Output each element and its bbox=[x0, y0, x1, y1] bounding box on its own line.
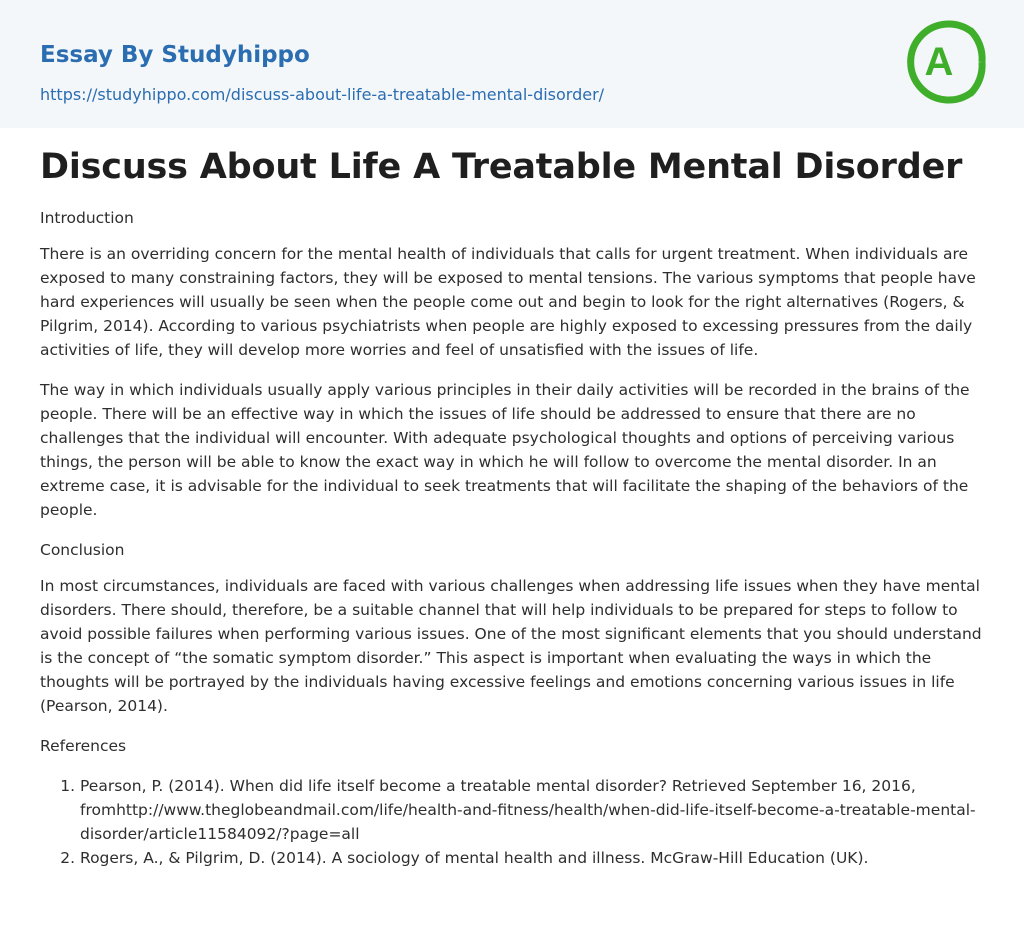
article-body bbox=[40, 142, 984, 870]
paragraph-3: In most circumstances, individuals are faced with various challenges when addressing life issues when they have mental disorders. There should, therefore, be a suitable channel that will help individuals to be prepared for steps to follow to avoid possible failures when performing various issues. One of the most significant elements that you should understand is the concept of “the somatic symptom disorder.” This aspect is important when evaluating the ways in which the thoughts will be portrayed by the individuals having excessive feelings and emotions concerning various issues in life (Pearson, 2014). bbox=[40, 577, 982, 715]
introduction-heading: Introduction bbox=[40, 209, 134, 227]
conclusion-heading: Conclusion bbox=[40, 541, 125, 559]
studyhippo-logo-icon[interactable] bbox=[904, 18, 988, 106]
paragraph-1: There is an overriding concern for the mental health of individuals that calls for urgent treatment. When individuals are exposed to many constraining factors, they will be exposed to mental tensions. The various symptoms that people have hard experiences will usually be seen when the people come out and begin to look for the right alternatives (Rogers, & Pilgrim, 2014). According to various psychiatrists when people are highly exposed to excessing pressures from the daily activities of life, they will develop more worries and feel of unsatisfied with the issues of life. bbox=[40, 245, 976, 359]
paragraph-2: The way in which individuals usually apply various principles in their daily activities will be recorded in the brains of the people. There will be an effective way in which the issues of life should be addressed to ensure that there are no challenges that the individual will encounter. With adequate psychological thoughts and options of perceiving various things, the person will be able to know the exact way in which he will follow to overcome the mental disorder. In an extreme case, it is advisable for the individual to seek treatments that will facilitate the shaping of the behaviors of the people. bbox=[40, 381, 970, 519]
reference-item: 2. Rogers, A., & Pilgrim, D. (2014). A sociology of mental health and illness. McGraw-Hill Education (UK). bbox=[80, 846, 984, 870]
reference-item: 1. Pearson, P. (2014). When did life itself become a treatable mental disorder? Retrieved September 16, 2016, fromhttp://www.theglobeandmail.com/life/health-and-fitness/health/when-did-life-itself-become-a-treatable-mental-disorder/article11584092/?page=all bbox=[80, 774, 984, 846]
page-title: Discuss About Life A Treatable Mental Disorder bbox=[40, 147, 963, 187]
logo-letter: A bbox=[924, 40, 954, 84]
page-header bbox=[0, 0, 1024, 128]
references-heading: References bbox=[40, 737, 127, 755]
source-url-link[interactable]: https://studyhippo.com/discuss-about-life-a-treatable-mental-disorder/ bbox=[40, 85, 605, 104]
brand-title: Essay By Studyhippo bbox=[40, 42, 310, 68]
references-list bbox=[40, 774, 984, 870]
